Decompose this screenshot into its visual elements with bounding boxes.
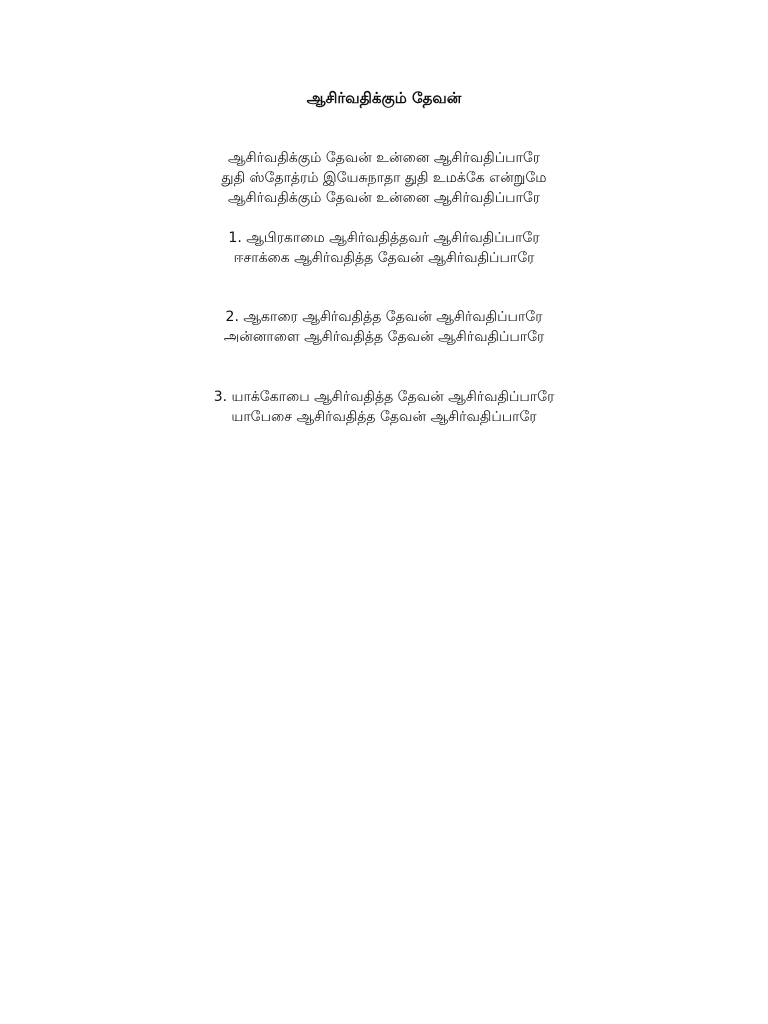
song-title: ஆசிர்வதிக்கும் தேவன்	[306, 89, 462, 107]
chorus-line-1: ஆசிர்வதிக்கும் தேவன் உன்னை ஆசிர்வதிப்பாரே	[227, 150, 541, 166]
verse-2	[0, 307, 768, 347]
verse-1-line-1: 1. ஆபிரகாமை ஆசிர்வதித்தவர் ஆசிர்வதிப்பாரே	[228, 230, 540, 246]
chorus-line-3: ஆசிர்வதிக்கும் தேவன் உன்னை ஆசிர்வதிப்பாரே	[227, 190, 541, 206]
verse-3-line-1: 3. யாக்கோபை ஆசிர்வதித்த தேவன் ஆசிர்வதிப்பாரே	[213, 389, 555, 405]
chorus-line-2: துதி ஸ்தோத்ரம் இயேசுநாதா துதி உமக்கே என்றுமே	[221, 170, 547, 186]
verse-3	[0, 387, 768, 427]
verse-2-line-1: 2. ஆகாரை ஆசிர்வதித்த தேவன் ஆசிர்வதிப்பாரே	[225, 309, 543, 325]
verse-2-line-2: அன்னாளை ஆசிர்வதித்த தேவன் ஆசிர்வதிப்பாரே	[223, 329, 545, 345]
verse-3-line-2: யாபேசை ஆசிர்வதித்த தேவன் ஆசிர்வதிப்பாரே	[231, 409, 537, 425]
chorus	[0, 148, 768, 208]
verse-1	[0, 228, 768, 268]
verse-1-line-2: ஈசாக்கை ஆசிர்வதித்த தேவன் ஆசிர்வதிப்பாரே	[233, 250, 535, 266]
